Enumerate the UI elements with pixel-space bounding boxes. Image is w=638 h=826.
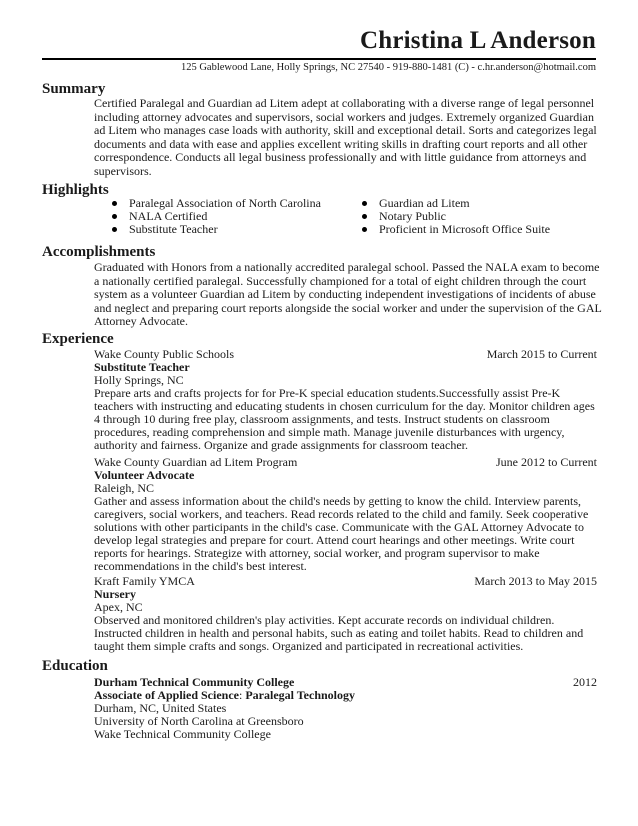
summary-text: [94, 97, 602, 178]
highlight-label: Substitute Teacher: [129, 222, 218, 236]
job-entry: [94, 348, 597, 452]
highlight-item: [112, 223, 321, 236]
job-description: Gather and assess information about the child's needs by getting to know the child. Interview parents, caregivers, social workers, and teachers. Read records related to the child and family. Seek cooperative solutions with other participants in the child's case. Communicate with the GAL Attorney Advocate to develop legal strategies and prepare for court. Attend court hearings and other meetings. Write court reports for hearings. Strategize with attorney, social worker, and program supervisor to make recommendations in the child's best interest.: [94, 494, 589, 573]
education-degree: Associate of Applied Science: [94, 688, 239, 702]
job-entry: [94, 575, 597, 653]
education-entry: [94, 676, 597, 741]
highlights-heading: Highlights: [42, 182, 109, 198]
header-divider: [42, 58, 596, 60]
bullet-icon: [112, 214, 117, 219]
education-field: Paralegal Technology: [245, 688, 356, 702]
experience-heading: Experience: [42, 331, 114, 347]
accomplishments-heading: Accomplishments: [42, 244, 156, 260]
highlight-label: Proficient in Microsoft Office Suite: [379, 222, 551, 236]
candidate-name: Christina L Anderson: [359, 27, 596, 54]
highlight-label: Guardian ad Litem: [379, 196, 470, 210]
education-heading: Education: [42, 658, 108, 674]
bullet-icon: [362, 201, 367, 206]
job-description: Prepare arts and crafts projects for for Pre-K special education students.Successfully assist Pre-K teachers with instructing and educating students in chosen curriculum for the day. Monitor children ages 4 through 10 during free play, classroom assignments, and tests. Instruct students on classroom procedures, reading comprehension and simple math. Manage juvenile disturbances with urgency, authority and fairness. Organize and grade assignments for classroom teacher.: [94, 386, 595, 452]
job-location: Apex, NC: [94, 600, 143, 614]
education-separator: :: [239, 688, 246, 702]
highlight-label: NALA Certified: [129, 209, 208, 223]
accomplishments-text: [94, 261, 602, 329]
contact-line: 125 Gablewood Lane, Holly Springs, NC 27540 - 919-880-1481 (C) - c.hr.anderson@hotmail.com: [180, 62, 596, 73]
job-employer: Wake County Guardian ad Litem Program: [94, 455, 298, 469]
highlight-item: [362, 223, 550, 236]
job-title: Substitute Teacher: [94, 360, 190, 374]
highlight-label: Notary Public: [379, 209, 446, 223]
summary-paragraph: Certified Paralegal and Guardian ad Litem adept at collaborating with a diverse range of legal personnel including attorney advocates and supervisors, social workers and judges. Extremely organized Guardian ad Litem who manages case loads with authority, skill and exceptional detail. Sorts and categorizes legal documents and data with ease and applies excellent writing skills in drafting court reports and all other correspondence. Conducts all legal business professionally and with little guidance from attorneys and supervisors.: [94, 96, 597, 178]
highlight-label: Paralegal Association of North Carolina: [129, 196, 321, 210]
job-location: Raleigh, NC: [94, 481, 154, 495]
summary-heading: Summary: [42, 81, 106, 97]
education-other-school: University of North Carolina at Greensboro: [94, 714, 304, 728]
education-location: Durham, NC, United States: [94, 701, 227, 715]
bullet-icon: [112, 201, 117, 206]
job-employer: Kraft Family YMCA: [94, 574, 195, 588]
job-title: Nursery: [94, 587, 136, 601]
highlights-right-list: [362, 197, 550, 236]
bullet-icon: [362, 227, 367, 232]
job-description: Observed and monitored children's play activities. Kept accurate records on individual children. Instructed children in health and personal habits, such as eating and toilet habits. Read to children and taught them simple crafts and songs. Organized and participated in recreational activities.: [94, 613, 584, 653]
job-dates: March 2013 to May 2015: [474, 574, 597, 588]
bullet-icon: [112, 227, 117, 232]
accomplishments-paragraph: Graduated with Honors from a nationally accredited paralegal school. Passed the NALA exam to become a nationally certified paralegal. Successfully championed for a total of eight children through the court system as a volunteer Guardian ad Litem by conducting independent investigations of incidents of abuse and neglect and preparing court reports alongside the social worker and under the supervision of the GAL Attorney Advocate.: [94, 260, 602, 328]
education-year: 2012: [573, 675, 597, 689]
highlights-left-list: [112, 197, 321, 236]
education-school: Durham Technical Community College: [94, 675, 295, 689]
job-title: Volunteer Advocate: [94, 468, 195, 482]
job-entry: [94, 456, 597, 573]
job-employer: Wake County Public Schools: [94, 347, 235, 361]
education-other-school: Wake Technical Community College: [94, 727, 271, 741]
job-dates: March 2015 to Current: [486, 347, 597, 361]
job-dates: June 2012 to Current: [496, 455, 597, 469]
bullet-icon: [362, 214, 367, 219]
job-location: Holly Springs, NC: [94, 373, 184, 387]
